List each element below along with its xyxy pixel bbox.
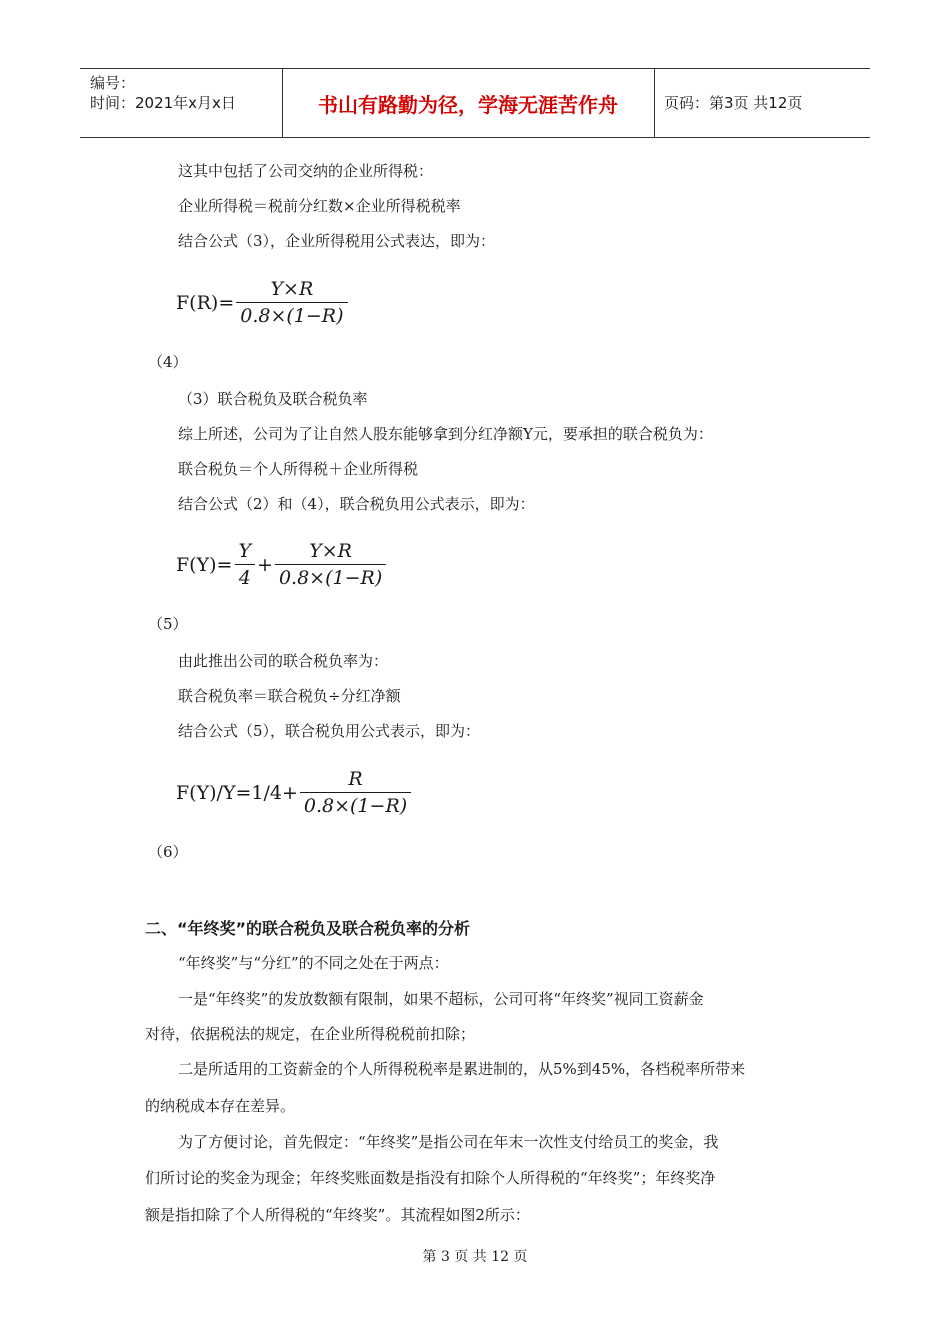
- header-divider: [654, 69, 655, 137]
- fraction-numerator: Y×R: [309, 540, 352, 562]
- fraction: [275, 540, 386, 589]
- header-meta: [90, 73, 236, 113]
- fraction-denominator: 0.8×(1−R): [300, 792, 411, 817]
- paragraph: 一是“年终奖”的发放数额有限制，如果不超标，公司可将“年终奖”视同工资薪金: [178, 990, 704, 1008]
- formula-6: [176, 768, 413, 817]
- paragraph: 企业所得税＝税前分红数×企业所得税税率: [178, 197, 461, 215]
- paragraph: 联合税负＝个人所得税＋企业所得税: [178, 460, 419, 478]
- paragraph: 结合公式（2）和（4），联合税负用公式表示，即为：: [178, 495, 535, 513]
- fraction-numerator: Y×R: [270, 278, 314, 300]
- section-heading: 二、“年终奖”的联合税负及联合税负率的分析: [145, 919, 471, 938]
- header-page-info: 页码：第3页 共12页: [664, 94, 803, 112]
- equation-number: （4）: [148, 353, 188, 371]
- fraction-numerator: R: [348, 768, 363, 790]
- formula-lhs: F(Y)/Y=1/4+: [176, 781, 298, 804]
- formula-lhs: F(Y)=: [176, 553, 233, 576]
- fraction: [236, 278, 347, 327]
- paragraph: 的纳税成本存在差异。: [145, 1097, 296, 1115]
- header-motto: 书山有路勤为径，学海无涯苦作舟: [318, 92, 618, 117]
- page-header: [80, 68, 870, 138]
- fraction-denominator: 4: [235, 564, 255, 589]
- formula-4: [176, 278, 350, 327]
- paragraph: 由此推出公司的联合税负率为：: [178, 652, 389, 670]
- paragraph: “年终奖”与“分红”的不同之处在于两点：: [178, 954, 449, 972]
- paragraph: 为了方便讨论，首先假定：“年终奖”是指公司在年末一次性支付给员工的奖金，我: [178, 1133, 719, 1151]
- fraction-denominator: 0.8×(1−R): [236, 302, 347, 327]
- paragraph: 这其中包括了公司交纳的企业所得税：: [178, 162, 434, 180]
- document-date-label: 时间：2021年x月x日: [90, 94, 236, 112]
- formula-5: [176, 540, 388, 589]
- document-number-label: 编号：: [90, 74, 136, 92]
- paragraph: 二是所适用的工资薪金的个人所得税税率是累进制的，从5%到45%，各档税率所带来: [178, 1060, 746, 1078]
- plus-sign: +: [257, 553, 273, 576]
- page-footer: 第 3 页 共 12 页: [422, 1249, 528, 1265]
- paragraph: 结合公式（5），联合税负用公式表示，即为：: [178, 722, 481, 740]
- formula-lhs: F(R)=: [176, 291, 235, 314]
- subsection-title: （3）联合税负及联合税负率: [178, 390, 368, 408]
- equation-number: （5）: [148, 615, 188, 633]
- fraction: [300, 768, 411, 817]
- paragraph: 对待，依据税法的规定，在企业所得税税前扣除；: [145, 1025, 476, 1043]
- equation-number: （6）: [148, 843, 188, 861]
- paragraph: 结合公式（3），企业所得税用公式表达，即为：: [178, 232, 496, 250]
- fraction-denominator: 0.8×(1−R): [275, 564, 386, 589]
- paragraph: 们所讨论的奖金为现金；年终奖账面数是指没有扣除个人所得税的“年终奖”；年终奖净: [145, 1169, 716, 1187]
- fraction: [234, 540, 255, 589]
- paragraph: 联合税负率＝联合税负÷分红净额: [178, 687, 401, 705]
- paragraph: 额是指扣除了个人所得税的“年终奖”。其流程如图2所示：: [145, 1206, 530, 1224]
- paragraph: 综上所述，公司为了让自然人股东能够拿到分红净额Y元，要承担的联合税负为：: [178, 425, 713, 443]
- fraction-numerator: Y: [238, 540, 252, 562]
